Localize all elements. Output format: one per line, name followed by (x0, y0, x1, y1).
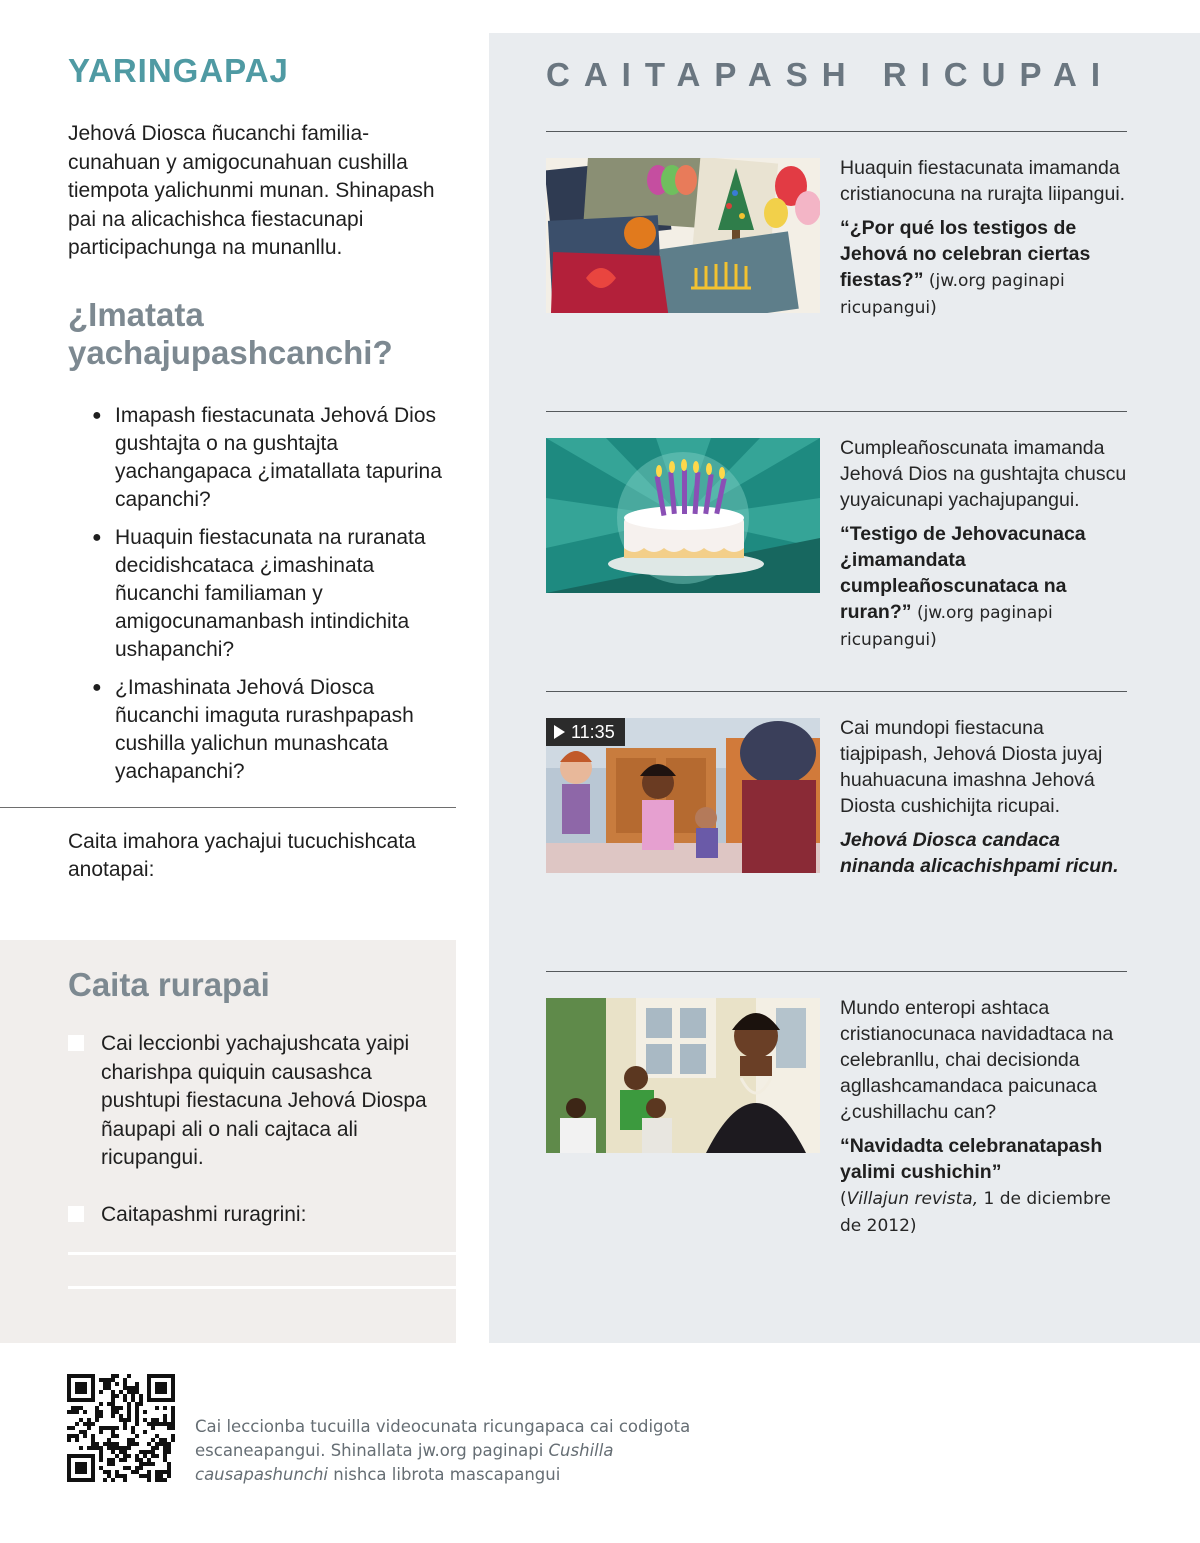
see-also-item (840, 715, 1130, 879)
question-item: ● Imapash fiestacunata Jehová Dios gushtajta o na gushtajta yachangapaca ¿imatallata tapurina capanchi? (92, 402, 462, 514)
article-title: “¿Por qué los testigos de Jehová no celebran ciertas fiestas?” (840, 217, 1091, 291)
see-also-item (840, 435, 1130, 653)
divider (546, 971, 1127, 972)
holiday-cards-image[interactable] (546, 158, 820, 313)
task-heading: Caita rurapai (68, 966, 270, 1003)
article-link[interactable] (840, 521, 1130, 653)
writing-line[interactable] (68, 1252, 456, 1255)
question-heading: ¿Imatata yachajupashcanchi? (68, 296, 393, 371)
woman-portrait-image[interactable] (546, 998, 820, 1153)
question-item: ● ¿Imashinata Jehová Diosca ñucanchi imaguta rurashpapash cushilla yalichun munashcata yachapanchi? (92, 674, 462, 786)
article-source: (jw.org paginapi ricupangui) (840, 271, 1065, 318)
see-also-heading: CAITAPASH RICUPAI (546, 56, 1114, 93)
task-text: Caitapashmi ruragrini: (101, 1203, 307, 1226)
video-title-link[interactable]: Jehová Diosca candaca ninanda alicachishpami ricun. (840, 829, 1119, 877)
question-item: ● Huaquin fiestacunata na ruranata decidishcataca ¿imashinata ñucanchi familiaman y amigocunamanbash intindichita ushapanchi? (92, 524, 462, 664)
birthday-cake-image[interactable] (546, 438, 820, 593)
video-duration-badge (546, 718, 625, 746)
article-source: (jw.org paginapi ricupangui) (840, 603, 1053, 650)
play-icon (554, 725, 565, 739)
writing-line[interactable] (68, 1286, 456, 1289)
footer-note: Cai leccionba tucuilla videocunata ricungapaca cai codigota escaneapangui. Shinallata jw.org paginapi Cushilla causapashunchi nishca librota mascapangui (195, 1417, 691, 1484)
task-item (68, 1201, 448, 1230)
intro-paragraph: Jehová Diosca ñucanchi familia-cunahuan y amigocunahuan cushilla tiempota yalichunmi munan. Shinapash pai na alicachishca fiestacunapi participachunga na munanllu. (68, 122, 435, 259)
article-title: “Navidadta celebranatapash yalimi cushichin” (840, 1135, 1103, 1183)
video-thumbnail[interactable] (546, 718, 820, 873)
see-also-item (840, 155, 1130, 321)
article-link[interactable] (840, 1133, 1130, 1239)
divider (546, 411, 1127, 412)
article-title: “Testigo de Jehovacunaca ¿imamandata cumpleañoscunataca na ruran?” (840, 523, 1086, 623)
divider (546, 131, 1127, 132)
video-duration: 11:35 (571, 722, 615, 742)
item-description: Cai mundopi fiestacuna tiajpipash, Jehová Diosta juyaj huahuacuna imashna Jehová Diosta cushichijta ricupai. (840, 717, 1103, 817)
divider (0, 807, 456, 808)
item-description: Huaquin fiestacunata imamanda cristianocuna na rurajta liipangui. (840, 157, 1126, 205)
task-text: Cai leccionbi yachajushcata yaipi charishpa quiquin causashca pushtupi fiestacuna Jehová Diospa ñaupapi ali o nali cajtaca ali ricupangui. (101, 1032, 427, 1169)
article-link[interactable] (840, 215, 1130, 321)
date-note-label: Caita imahora yachajui tucuchishcata anotapai: (68, 830, 416, 881)
item-description: Cumpleañoscunata imamanda Jehová Dios na gushtajta chuscu yuyaicunapi yachajupangui. (840, 437, 1127, 511)
checkbox[interactable] (68, 1206, 84, 1222)
item-description: Mundo enteropi ashtaca cristianocunaca navidadtaca na celebranllu, chai decisionda agllashcamandaca paicunaca ¿cushillachu can? (840, 997, 1114, 1123)
divider (546, 691, 1127, 692)
task-item (68, 1030, 448, 1173)
article-source: (Villajun revista, 1 de diciembre de 2012) (840, 1189, 1111, 1236)
see-also-item (840, 995, 1130, 1239)
section-title: YARINGAPAJ (68, 52, 289, 89)
checkbox[interactable] (68, 1035, 84, 1051)
question-list (92, 402, 462, 796)
qr-code[interactable] (67, 1374, 175, 1482)
